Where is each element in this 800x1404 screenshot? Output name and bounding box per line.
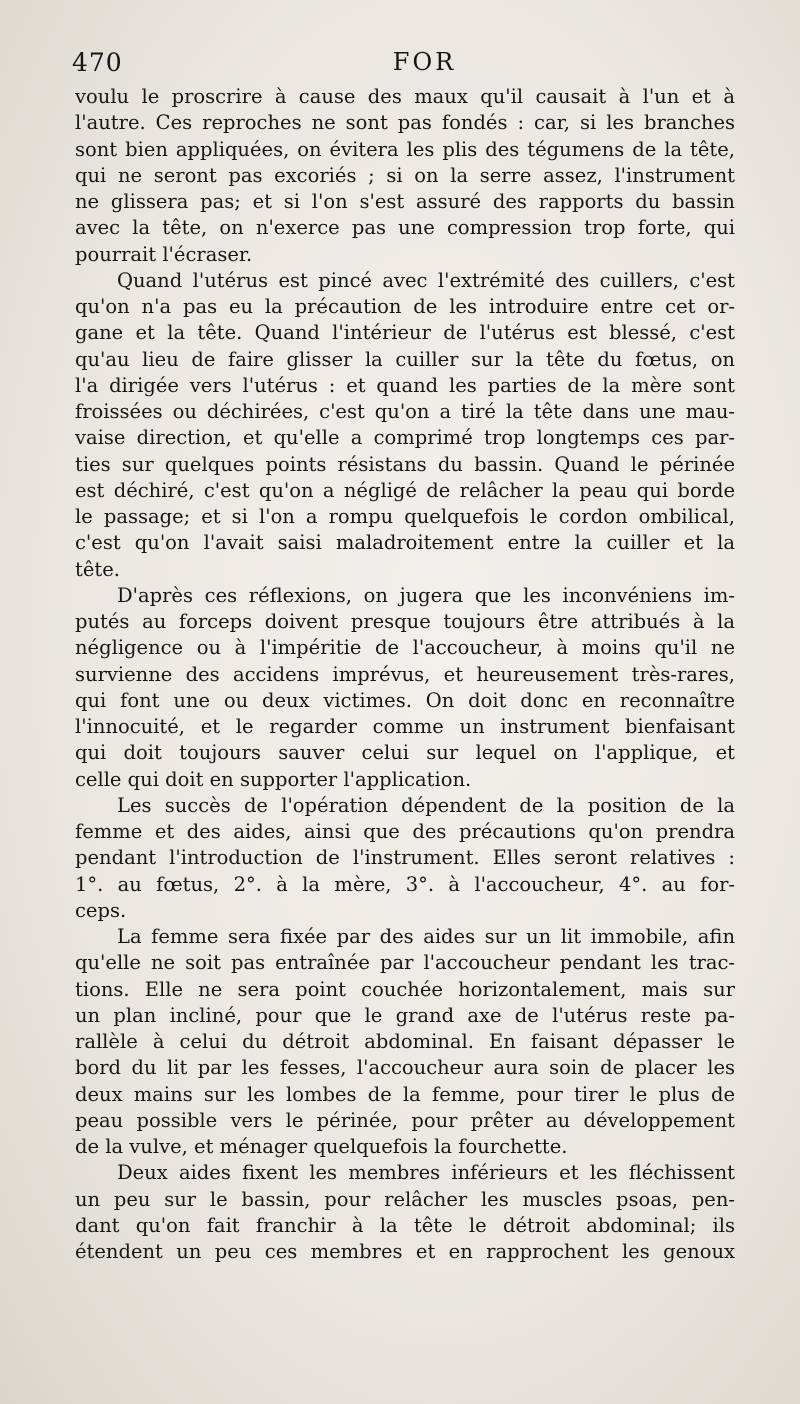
text-line: sont bien appliquées, on évitera les plis des tégumens de la tête, [75, 137, 735, 161]
text-line: voulu le proscrire à cause des maux qu'il causait à l'un et à [75, 85, 735, 108]
text-line: qui font une ou deux victimes. On doit donc en reconnaître [75, 688, 735, 712]
text-line: pendant l'introduction de l'instrument. Elles seront relatives : [75, 846, 735, 870]
text-line: est déchiré, c'est qu'on a négligé de relâcher la peau qui borde [75, 478, 735, 502]
text-line: un plan incliné, pour que le grand axe de l'utérus reste pa- [75, 1003, 735, 1027]
text-line: bord du lit par les fesses, l'accoucheur aura soin de placer les [75, 1056, 735, 1080]
text-line: avec la tête, on n'exerce pas une compression trop forte, qui [75, 216, 735, 240]
text-line: celle qui doit en supporter l'application. [75, 767, 472, 791]
text-line: pourrait l'écraser. [75, 242, 253, 266]
text-line: peau possible vers le périnée, pour prêter au développement [75, 1108, 735, 1132]
text-line: l'innocuité, et le regarder comme un instrument bienfaisant [75, 715, 735, 738]
text-line: 1°. au fœtus, 2°. à la mère, 3°. à l'accoucheur, 4°. au for- [75, 872, 735, 896]
text-line: le passage; et si l'on a rompu quelquefois le cordon ombilical, [75, 505, 735, 528]
text-line: qu'on n'a pas eu la précaution de les introduire entre cet or- [75, 295, 735, 318]
text-line: ne glissera pas; et si l'on s'est assuré des rapports du bassin [75, 190, 735, 213]
text-line: tions. Elle ne sera point couchée horizontalement, mais sur [75, 977, 735, 1001]
text-line: La femme sera fixée par des aides sur un lit immobile, afin [117, 925, 735, 948]
text-line: rallèle à celui du détroit abdominal. En faisant dépasser le [75, 1030, 735, 1053]
text-line: Deux aides fixent les membres inférieurs et les fléchissent [117, 1161, 735, 1185]
text-line: femme et des aides, ainsi que des précautions qu'on prendra [75, 820, 735, 843]
text-line: qu'elle ne soit pas entraînée par l'accoucheur pendant les trac- [75, 951, 735, 975]
text-line: étendent un peu ces membres et en rapprochent les genoux [75, 1240, 735, 1263]
text-line: dant qu'on fait franchir à la tête le détroit abdominal; ils [75, 1213, 735, 1237]
text-line: qui ne seront pas excoriés ; si on la serre assez, l'instrument [75, 163, 735, 187]
page-header [72, 48, 737, 88]
text-line: deux mains sur les lombes de la femme, pour tirer le plus de [75, 1082, 735, 1106]
text-line: l'a dirigée vers l'utérus : et quand les parties de la mère sont [75, 373, 735, 397]
text-line: qu'au lieu de faire glisser la cuiller sur la tête du fœtus, on [75, 347, 735, 371]
running-head: FOR [392, 48, 457, 76]
text-line: tête. [75, 557, 120, 581]
text-line: négligence ou à l'impéritie de l'accoucheur, à moins qu'il ne [75, 636, 735, 660]
text-line: gane et la tête. Quand l'intérieur de l'utérus est blessé, c'est [75, 321, 735, 345]
text-line: survienne des accidens imprévus, et heureusement très-rares, [75, 662, 735, 686]
text-line: ties sur quelques points résistans du bassin. Quand le périnée [75, 452, 735, 476]
text-line: putés au forceps doivent presque toujours être attribués à la [75, 610, 735, 633]
text-line: vaise direction, et qu'elle a comprimé trop longtemps ces par- [75, 426, 735, 450]
text-line: D'après ces réflexions, on jugera que les inconvéniens im- [117, 583, 735, 607]
body-text [75, 84, 735, 1265]
page-number: 470 [72, 48, 123, 77]
text-line: de la vulve, et ménager quelquefois la fourchette. [75, 1135, 568, 1158]
text-line: ceps. [75, 898, 127, 922]
text-line: qui doit toujours sauver celui sur lequel on l'applique, et [75, 741, 735, 765]
text-line: un peu sur le bassin, pour relâcher les muscles psoas, pen- [75, 1187, 735, 1211]
text-line: c'est qu'on l'avait saisi maladroitement entre la cuiller et la [75, 531, 735, 555]
text-line: froissées ou déchirées, c'est qu'on a tiré la tête dans une mau- [75, 400, 735, 423]
text-line: l'autre. Ces reproches ne sont pas fondés : car, si les branches [75, 111, 735, 135]
text-line: Les succès de l'opération dépendent de la position de la [117, 793, 735, 817]
text-line: Quand l'utérus est pincé avec l'extrémité des cuillers, c'est [117, 268, 735, 292]
